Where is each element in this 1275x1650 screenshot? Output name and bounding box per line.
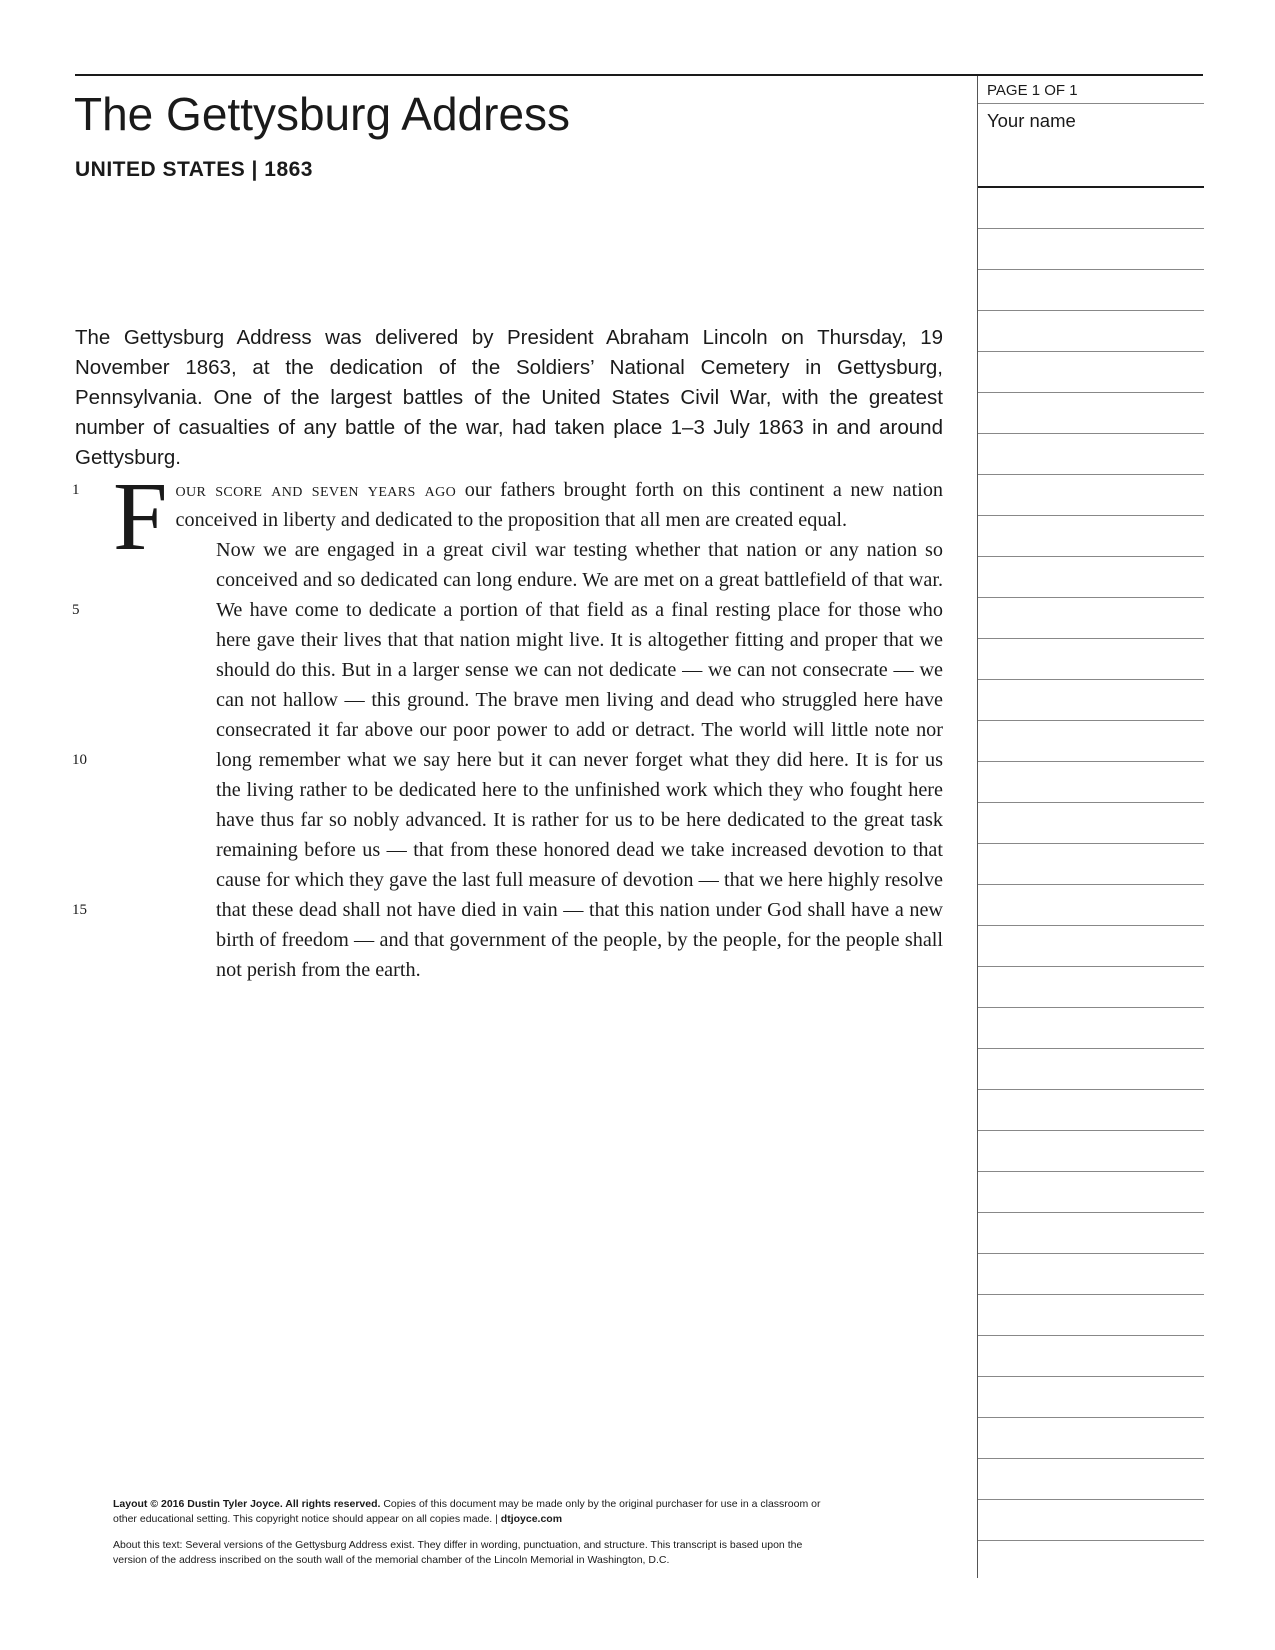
name-field-line[interactable] [978, 186, 1204, 188]
note-line[interactable] [978, 720, 1204, 721]
speech-text [113, 463, 944, 985]
note-line[interactable] [978, 351, 1204, 352]
note-line[interactable] [978, 1130, 1204, 1131]
copyright-bold: Layout © 2016 Dustin Tyler Joyce. All rights reserved. [113, 1498, 381, 1510]
note-line[interactable] [978, 843, 1204, 844]
line-number: 1 [72, 482, 80, 498]
note-line[interactable] [978, 679, 1204, 680]
note-line[interactable] [978, 884, 1204, 885]
note-line[interactable] [978, 1458, 1204, 1459]
note-line[interactable] [978, 1007, 1204, 1008]
note-line[interactable] [978, 433, 1204, 434]
note-line[interactable] [978, 1089, 1204, 1090]
note-line[interactable] [978, 802, 1204, 803]
note-line[interactable] [978, 1417, 1204, 1418]
note-line[interactable] [978, 1048, 1204, 1049]
intro-paragraph: The Gettysburg Address was delivered by President Abraham Lincoln on Thursday, 19 November 1863, at the dedication of the Soldiers’ National Cemetery in Gettysburg, Pennsylvania. One of the largest battles of the United States Civil War, with the greatest number of casualties of any battle of the war, had taken place 1–3 July 1863 in and around Gettysburg. [75, 326, 943, 469]
speech-paragraph-1-rest: our fathers brought forth on this continent a new nation conceived in liberty and dedicated to the proposition that all men are created equal. [175, 479, 944, 531]
sidebar-divider [978, 103, 1204, 104]
note-line[interactable] [978, 515, 1204, 516]
line-number: 10 [72, 752, 87, 768]
copyright-notice [113, 1497, 833, 1527]
opening-words: our score and seven years ago [175, 479, 457, 501]
note-line[interactable] [978, 1499, 1204, 1500]
note-line[interactable] [978, 392, 1204, 393]
note-line[interactable] [978, 925, 1204, 926]
line-number: 15 [72, 902, 87, 918]
speech-paragraph-2: Now we are engaged in a great civil war testing whether that nation or any nation so conceived and so dedicated can long endure. We are met on a great battlefield of that war. We have come to dedicate a portion of that field as a final resting place for those who here gave their lives that that nation might live. It is altogether fitting and proper that we should do this. But in a larger sense we can not dedicate — we can not consecrate — we can not hallow — this ground. The brave men living and dead who struggled here have consecrated it far above our poor power to add or detract. The world will little note nor long remember what we say here but it can never forget what they did here. It is for us the living rather to be dedicated here to the unfinished work which they who fought here have thus far so nobly advanced. It is rather for us to be here dedicated to the great task remaining before us — that from these honored dead we take increased devotion to that cause for which they gave the last full measure of devotion — that we here highly resolve that these dead shall not have died in vain — that this nation under God shall have a new birth of freedom — and that government of the people, by the people, for the people shall not perish from the earth. [216, 539, 943, 981]
name-field-label: Your name [987, 110, 1076, 131]
note-line[interactable] [978, 1171, 1204, 1172]
drop-cap: F [113, 463, 168, 571]
notes-sidebar [977, 76, 1204, 1578]
document-subtitle: UNITED STATES | 1863 [75, 158, 313, 181]
note-line[interactable] [978, 1335, 1204, 1336]
note-line[interactable] [978, 269, 1204, 270]
copyright-text: Copies of this document may be made only by the original purchaser for use in a classroom or other educational setting. This copyright notice should appear on all copies made. | [113, 1498, 821, 1525]
page-indicator: PAGE 1 OF 1 [987, 82, 1078, 99]
note-line[interactable] [978, 228, 1204, 229]
speech-paragraph-1 [113, 463, 944, 571]
note-line[interactable] [978, 761, 1204, 762]
note-line[interactable] [978, 597, 1204, 598]
note-line[interactable] [978, 556, 1204, 557]
note-line[interactable] [978, 638, 1204, 639]
note-line[interactable] [978, 1212, 1204, 1213]
note-line[interactable] [978, 1540, 1204, 1541]
note-line[interactable] [978, 966, 1204, 967]
document-title: The Gettysburg Address [74, 88, 571, 140]
website-link[interactable]: dtjoyce.com [500, 1513, 563, 1525]
note-line[interactable] [978, 310, 1204, 311]
note-line[interactable] [978, 1253, 1204, 1254]
line-number: 5 [72, 602, 80, 618]
about-text: About this text: Several versions of the Gettysburg Address exist. They differ in wording, punctuation, and structure. This transcript is based upon the version of the address inscribed on the south wall of the memorial chamber of the Lincoln Memorial in Washington, D.C. [113, 1539, 803, 1566]
note-line[interactable] [978, 1294, 1204, 1295]
note-line[interactable] [978, 1376, 1204, 1377]
note-line[interactable] [978, 474, 1204, 475]
